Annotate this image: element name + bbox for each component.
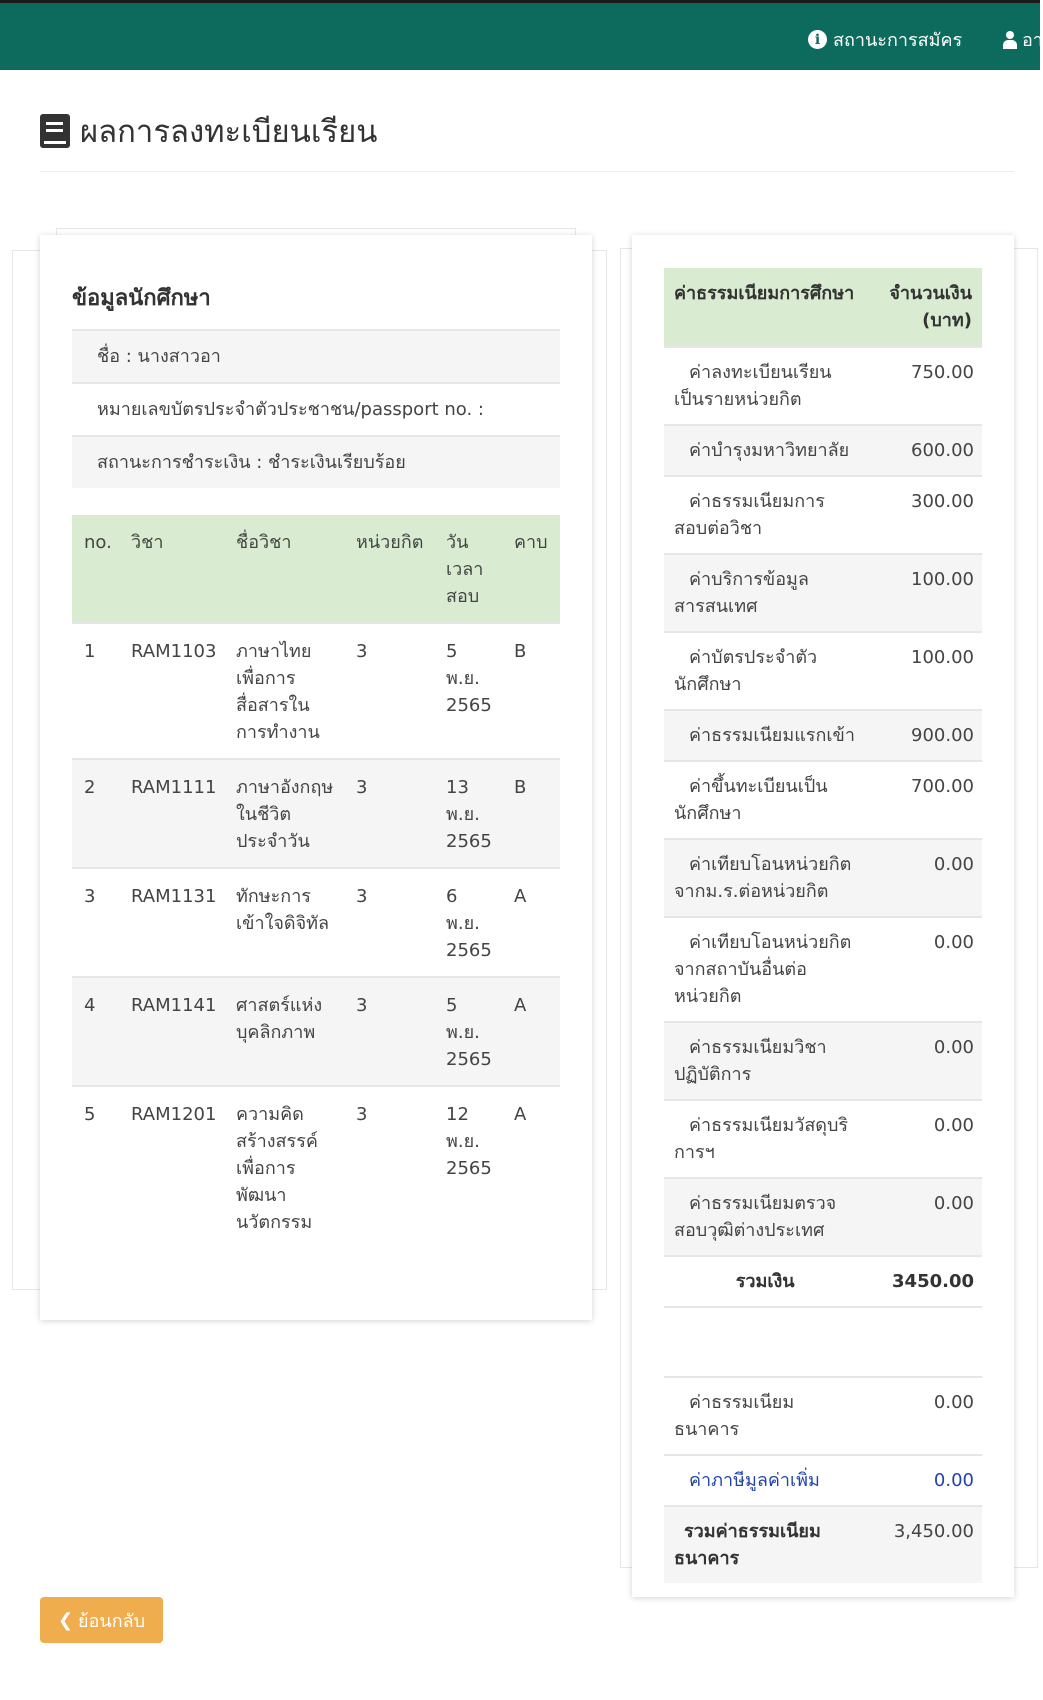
course-row (72, 977, 560, 1086)
course-table-header (72, 515, 560, 623)
user-icon (1002, 31, 1018, 49)
nav-user-menu[interactable] (1002, 25, 1043, 54)
fee-row (664, 632, 982, 710)
fee-spacer (664, 1307, 982, 1377)
back-button[interactable] (40, 1597, 163, 1643)
fee-amount: 0.00 (864, 839, 982, 917)
nav-status-link[interactable] (808, 25, 962, 54)
fee-amount: 750.00 (864, 347, 982, 425)
course-exam: 5 พ.ย. 2565 (434, 977, 502, 1086)
course-name: ความคิดสร้างสรรค์เพื่อการพัฒนานวัตกรรม (224, 1086, 344, 1248)
course-code: RAM1141 (119, 977, 224, 1086)
fee-name: ค่าบริการข้อมูลสารสนเทศ (664, 554, 864, 632)
fee-row (664, 554, 982, 632)
course-exam: 12 พ.ย. 2565 (434, 1086, 502, 1248)
page-title (40, 106, 377, 156)
fee-amount: 700.00 (864, 761, 982, 839)
fee-table (664, 268, 982, 1583)
header-credits: หน่วยกิต (344, 515, 434, 623)
course-code: RAM1201 (119, 1086, 224, 1248)
payment-status-row: สถานะการชำระเงิน : ชำระเงินเรียบร้อย (72, 435, 560, 488)
page-title-text: ผลการลงทะเบียนเรียน (80, 114, 378, 150)
vat-label: ค่าภาษีมูลค่าเพิ่ม (664, 1455, 864, 1506)
course-credits: 3 (344, 1086, 434, 1248)
bank-fee-label: ค่าธรรมเนียมธนาคาร (664, 1377, 864, 1455)
course-code: RAM1103 (119, 623, 224, 759)
back-button-label: ย้อนกลับ (78, 1610, 146, 1632)
fee-total-label: รวมเงิน (664, 1256, 864, 1307)
header-name: ชื่อวิชา (224, 515, 344, 623)
bank-fee-row (664, 1377, 982, 1455)
course-credits: 3 (344, 623, 434, 759)
bank-total-row (664, 1506, 982, 1583)
header-exam: วันเวลาสอบ (434, 515, 502, 623)
fee-amount: 100.00 (864, 632, 982, 710)
fee-amount: 0.00 (864, 1100, 982, 1178)
course-row (72, 623, 560, 759)
chevron-left-icon: ❮ (57, 1609, 74, 1631)
course-period: A (502, 1086, 560, 1248)
course-credits: 3 (344, 868, 434, 977)
fee-row (664, 476, 982, 554)
fee-table-header (664, 268, 982, 347)
header-no: no. (72, 515, 119, 623)
course-period: B (502, 759, 560, 868)
course-row (72, 759, 560, 868)
course-exam: 13 พ.ย. 2565 (434, 759, 502, 868)
bank-total-label: รวมค่าธรรมเนียมธนาคาร (664, 1506, 864, 1583)
student-name-row: ชื่อ : นางสาวอา (72, 329, 560, 382)
course-exam: 5 พ.ย. 2565 (434, 623, 502, 759)
header-fee: ค่าธรรมเนียมการศึกษา (664, 268, 864, 347)
fee-name: ค่าธรรมเนียมตรวจสอบวุฒิต่างประเทศ (664, 1178, 864, 1256)
bank-total-amount: 3,450.00 (864, 1506, 982, 1583)
course-row (72, 1086, 560, 1248)
course-no: 5 (72, 1086, 119, 1248)
course-credits: 3 (344, 759, 434, 868)
course-no: 4 (72, 977, 119, 1086)
fee-amount: 300.00 (864, 476, 982, 554)
fee-name: ค่าเทียบโอนหน่วยกิตจากม.ร.ต่อหน่วยกิต (664, 839, 864, 917)
book-icon (40, 114, 70, 148)
student-section-title: ข้อมูลนักศึกษา (72, 286, 211, 311)
fee-name: ค่าบำรุงมหาวิทยาลัย (664, 425, 864, 476)
nav-status-label: สถานะการสมัคร (833, 30, 963, 51)
fee-name: ค่าบัตรประจำตัวนักศึกษา (664, 632, 864, 710)
fee-row (664, 347, 982, 425)
vat-amount: 0.00 (864, 1455, 982, 1506)
fee-amount: 0.00 (864, 1178, 982, 1256)
fee-name: ค่าธรรมเนียมวิชาปฏิบัติการ (664, 1022, 864, 1100)
fee-row (664, 1178, 982, 1256)
course-name: ทักษะการเข้าใจดิจิทัล (224, 868, 344, 977)
fee-row (664, 917, 982, 1022)
header-period: คาบ (502, 515, 560, 623)
fee-amount: 600.00 (864, 425, 982, 476)
course-code: RAM1131 (119, 868, 224, 977)
course-name: ศาสตร์แห่งบุคลิกภาพ (224, 977, 344, 1086)
fee-total-amount: 3450.00 (864, 1256, 982, 1307)
fee-name: ค่าธรรมเนียมแรกเข้า (664, 710, 864, 761)
vat-row (664, 1455, 982, 1506)
course-name: ภาษาอังกฤษในชีวิตประจำวัน (224, 759, 344, 868)
fee-name: ค่าธรรมเนียมการสอบต่อวิชา (664, 476, 864, 554)
course-period: A (502, 977, 560, 1086)
info-icon: i (808, 30, 827, 49)
fee-name: ค่าลงทะเบียนเรียนเป็นรายหน่วยกิต (664, 347, 864, 425)
fee-name: ค่าธรรมเนียมวัสดุบริการฯ (664, 1100, 864, 1178)
fee-amount: 0.00 (864, 917, 982, 1022)
fee-amount: 900.00 (864, 710, 982, 761)
course-period: A (502, 868, 560, 977)
fee-summary-card (632, 235, 1014, 1597)
course-period: B (502, 623, 560, 759)
fee-name: ค่าขึ้นทะเบียนเป็นนักศึกษา (664, 761, 864, 839)
fee-amount: 100.00 (864, 554, 982, 632)
course-no: 1 (72, 623, 119, 759)
course-no: 3 (72, 868, 119, 977)
fee-row (664, 1100, 982, 1178)
title-divider (40, 171, 1014, 172)
fee-row (664, 1022, 982, 1100)
course-no: 2 (72, 759, 119, 868)
student-id-row: หมายเลขบัตรประจำตัวประชาชน/passport no. : (72, 382, 560, 435)
fee-row (664, 839, 982, 917)
fee-row (664, 710, 982, 761)
course-table (72, 515, 560, 1248)
fee-row (664, 425, 982, 476)
nav-user-label: อา (1022, 30, 1043, 51)
course-credits: 3 (344, 977, 434, 1086)
course-code: RAM1111 (119, 759, 224, 868)
top-navbar (0, 0, 1043, 70)
course-exam: 6 พ.ย. 2565 (434, 868, 502, 977)
fee-amount: 0.00 (864, 1022, 982, 1100)
course-row (72, 868, 560, 977)
student-info-card (40, 235, 592, 1320)
course-name: ภาษาไทยเพื่อการสื่อสารในการทำงาน (224, 623, 344, 759)
fee-row (664, 761, 982, 839)
header-code: วิชา (119, 515, 224, 623)
fee-total-row (664, 1256, 982, 1307)
bank-fee-amount: 0.00 (864, 1377, 982, 1455)
fee-name: ค่าเทียบโอนหน่วยกิตจากสถาบันอื่นต่อหน่วยกิต (664, 917, 864, 1022)
header-amount: จำนวนเงิน (บาท) (864, 268, 982, 347)
